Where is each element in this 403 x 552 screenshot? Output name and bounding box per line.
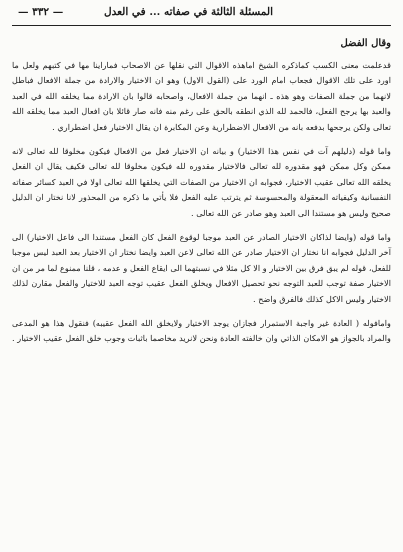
paragraph-3: واما قوله (وايضا لذاكان الاختيار الصادر عن العبد موجبا لوقوع الفعل كان الفعل مستندا الى فاعل الاختيار) الى آخر الدليل فجوابه انا نختار ان الاختيار صادر عن الله تعالى لاعن العبد وايضا نختار ان الاختيار بعد العبد ليس موجبا للفعل، قوله لم يبق فرق بين الاختيار و الا كل مثلا في نسبتهما الى ايقاع الفعل و عدمه ، قلنا ممنوع لما مر من ان الاختيار صفة توجب للعبد التوجه نحو تحصيل الافعال ويخلق الفعل عقيب توجه العبد للاختيار والفعل مقارن لذلك الاختيار وليس الاكل كذلك فالفرق واضح . [12,231,391,304]
paragraph-1: قدعلمت معنى الكسب كماذكره الشيخ اماهذه الاقوال التي نقلها عن الاصحاب فماراينا مها في كتبهم ولعل ما اورد على تلك الاقوال فجعاب امام الورد على (القول الاول) وهو ان الاختيار والارادة من جملة الافعال فباطل لانهما من جملة الصفات وهو هذه ـ انهما من جملة الافعال، واصحابه قالوا بان الارادة مما يخلقه الله في العبد والعبد بها يرجح الفعل، فالحمد لله الذي انطقه بالحق على رغم منه فانه صار قائلا بان افعال العبد مما يخلقه الله تعالى ولكن يرجحها بدفعه بانه من الافعال الاضطرارية وعن المكابرة ان يقال الاختيار فعل اضطراري . [12,59,391,132]
section-heading: وقال الفضل [340,38,391,49]
paragraph-4: وامافوله ( العادة غير واجبة الاستمرار فجازان يوجد الاختيار ولايخلق الله الفعل عقيبه) فنقول هذا هو المدعى والمراد بالجواز هو الامكان الذاتي وان خالفته العادة ونحن لانريد مخاصما باثبات وجوب خلق الفعل عقيب الاختيار . [12,317,391,344]
paragraph-2: واما قوله (دليلهم آت في نفس هذا الاختيار) و بيانه ان الاختيار فعل من الافعال فيكون مخلوقا لله تعالى لانه ممكن وكل ممكن فهو مقدوره لله تعالى فالاختيار مقدوره لله فيكون مخلوقا لله تعالى فكيف يقال ان الفعل يخلقه الله تعالى عقيب الاختيار، فجوابه ان الاختيار من الصفات التي يخلقها الله تعالى اولا في العبد كسائر صفاته النفسانية وكيفياته المعقولة والمحسوسة ثم يترتب عليه الفعل فلا يأتي ما ذكره من المحذور لانا نختار ان الدليل صحيح وليس هو مستندا الى العبد وهو صادر عن الله تعالى . [12,145,391,218]
header-rule [12,25,391,26]
page-number: — ٣٣٢ — [18,6,64,18]
running-header [12,6,391,24]
running-title: المسئلة الثالثة في صفاته ... في العدل [103,6,273,18]
page-body [12,36,391,347]
